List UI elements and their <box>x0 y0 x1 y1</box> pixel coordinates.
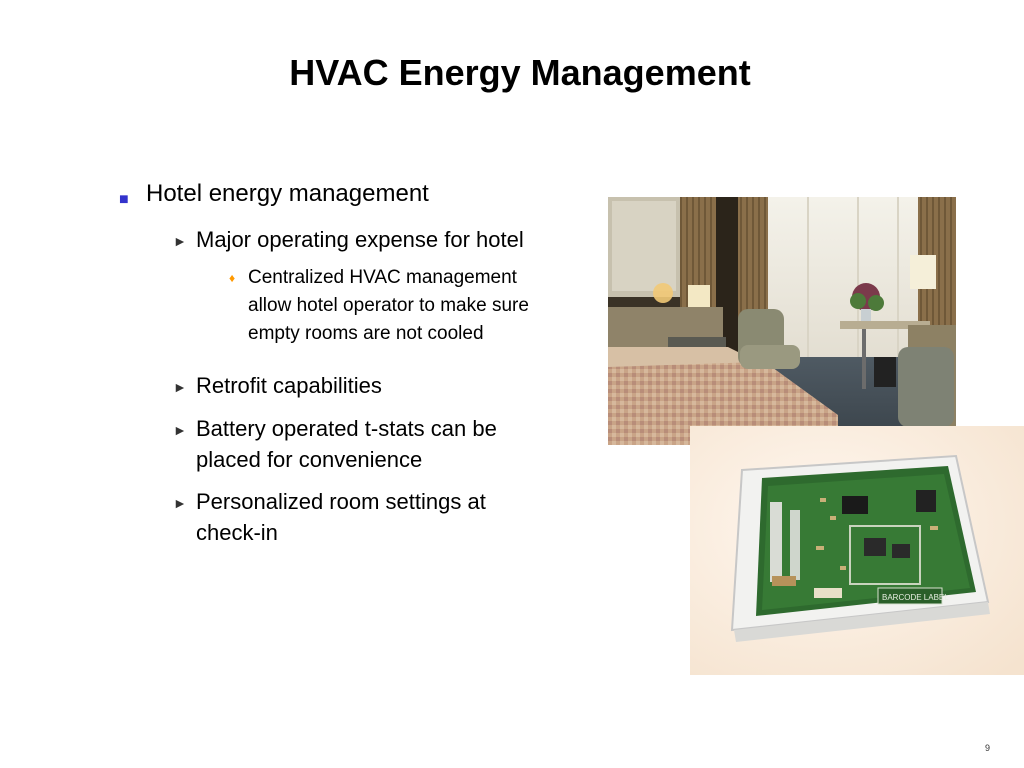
bullet-text-line: Personalized room settings at <box>196 489 486 514</box>
arrow-bullet-icon: ► <box>173 422 187 438</box>
bullet-text: Retrofit capabilities <box>196 373 382 398</box>
hotel-room-photo <box>608 197 956 445</box>
arrow-bullet-icon: ► <box>173 379 187 395</box>
bullet-battery-tstats <box>173 413 497 475</box>
arrow-bullet-icon: ► <box>173 495 187 511</box>
bullet-text-line: Battery operated t-stats can be <box>196 416 497 441</box>
bullet-text-line: allow hotel operator to make sure <box>248 295 529 316</box>
bullet-retrofit <box>173 370 382 401</box>
bullet-text: Hotel energy management <box>146 180 429 207</box>
bullet-text: Major operating expense for hotel <box>196 227 524 252</box>
arrow-bullet-icon: ► <box>173 233 187 249</box>
barcode-label-text: BARCODE LABEL <box>882 593 949 602</box>
bullet-text-line: check-in <box>196 520 278 545</box>
bullet-centralized-hvac <box>229 264 529 348</box>
diamond-bullet-icon: ♦ <box>229 271 236 285</box>
bullet-text-line: Centralized HVAC management <box>248 267 517 288</box>
thermostat-circuit-board-photo <box>690 426 1024 675</box>
square-bullet-icon: ■ <box>119 191 129 208</box>
bullet-hotel-energy <box>119 180 429 208</box>
bullet-personalized-settings <box>173 486 486 548</box>
bullet-text-line: empty rooms are not cooled <box>248 323 484 344</box>
bullet-text-line: placed for convenience <box>196 447 423 472</box>
page-number: 9 <box>985 743 991 753</box>
slide-title: HVAC Energy Management <box>289 52 751 93</box>
bullet-operating-expense <box>173 224 524 255</box>
